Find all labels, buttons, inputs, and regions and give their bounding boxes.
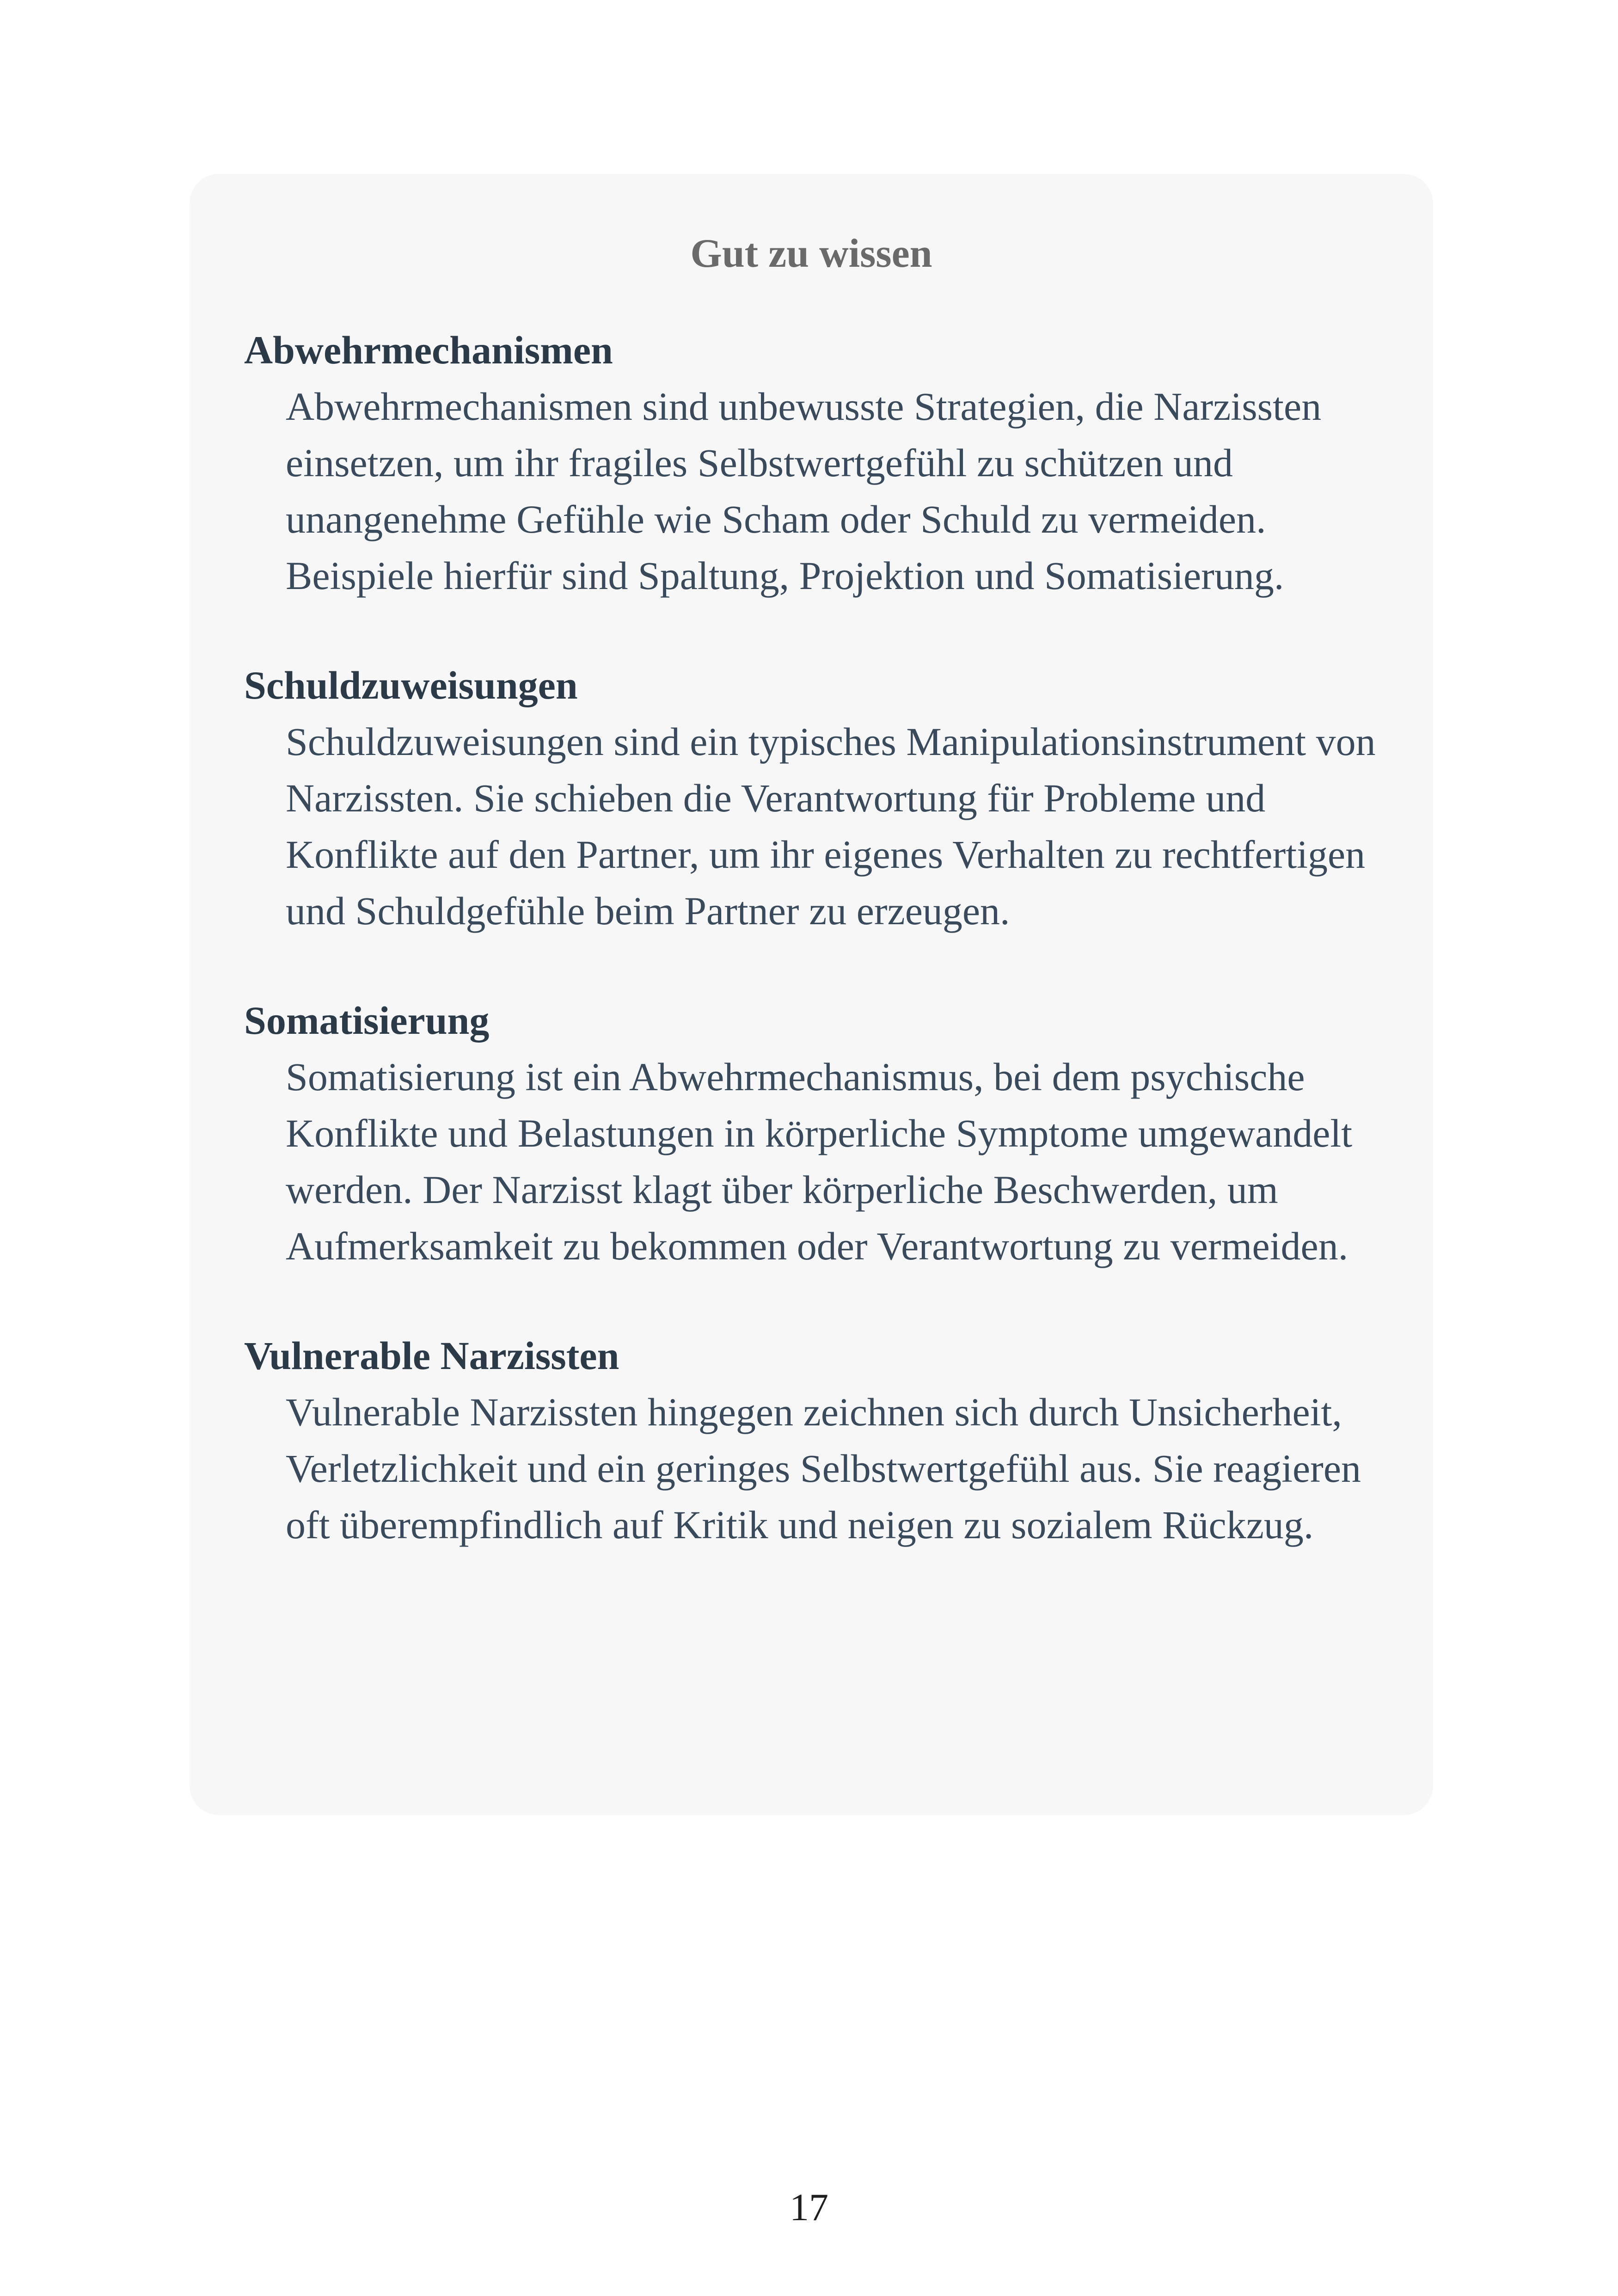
glossary-entry	[244, 322, 1382, 604]
glossary-entry	[244, 657, 1382, 939]
info-box	[190, 174, 1433, 1815]
glossary-definition: Schuldzuweisungen sind ein typisches Manipulationsinstrument von Narzissten. Sie schieben die Verantwortung für Probleme und Konflikte auf den Partner, um ihr eigenes Verhalten zu rechtfertigen und Schuldgefühle beim Partner zu erzeugen.	[286, 719, 1376, 933]
glossary-term: Schuldzuweisungen	[244, 663, 578, 707]
glossary-definition: Vulnerable Narzissten hingegen zeichnen sich durch Unsicherheit, Verletzlichkeit und ein geringes Selbstwertgefühl aus. Sie reagieren oft überempfindlich auf Kritik und neigen zu sozialem Rückzug.	[286, 1390, 1361, 1547]
page-number: 17	[790, 2186, 828, 2229]
glossary-definition: Somatisierung ist ein Abwehrmechanismus, bei dem psychische Konflikte und Belastungen in körperliche Symptome umgewandelt werden. Der Narzisst klagt über körperliche Beschwerden, um Aufmerksamkeit zu bekommen oder Verantwortung zu vermeiden.	[286, 1055, 1353, 1268]
glossary-term: Vulnerable Narzissten	[244, 1333, 619, 1378]
info-box-title: Gut zu wissen	[690, 231, 932, 276]
glossary-term: Abwehrmechanismen	[244, 328, 613, 372]
glossary-entry	[244, 1327, 1382, 1553]
glossary-term: Somatisierung	[244, 998, 490, 1043]
glossary-list	[244, 322, 1382, 1606]
glossary-entry	[244, 992, 1382, 1274]
glossary-definition: Abwehrmechanismen sind unbewusste Strategien, die Narzissten einsetzen, um ihr fragiles Selbstwertgefühl zu schützen und unangenehme Gefühle wie Scham oder Schuld zu vermeiden. Beispiele hierfür sind Spaltung, Projektion und Somatisierung.	[286, 384, 1322, 598]
